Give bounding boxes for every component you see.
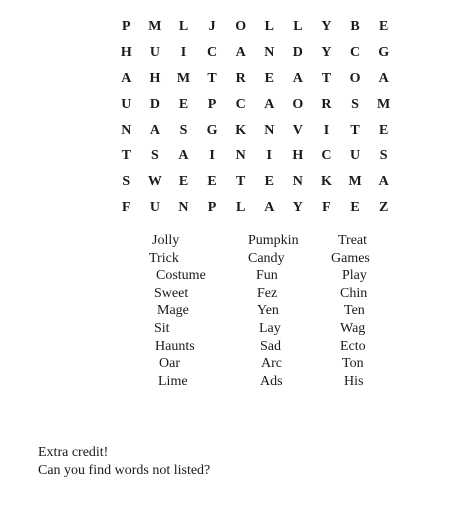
grid-letter: B xyxy=(350,19,360,34)
extra-credit xyxy=(38,444,210,480)
grid-letter: H xyxy=(120,44,132,60)
word-item: Trick xyxy=(149,250,179,266)
grid-letter: L xyxy=(264,19,274,34)
word-item: Mage xyxy=(157,303,189,319)
word-item: Lime xyxy=(158,373,188,389)
grid-letter: T xyxy=(121,148,131,164)
grid-letter: C xyxy=(321,148,332,164)
word-item: Ton xyxy=(342,356,364,372)
word-item: Fun xyxy=(256,268,278,284)
word-item: Ten xyxy=(344,303,365,319)
word-item: Fez xyxy=(257,285,278,301)
word-item: Yen xyxy=(257,303,279,319)
grid-letter: S xyxy=(122,174,131,190)
grid-letter: C xyxy=(235,96,246,112)
grid-letter: T xyxy=(321,70,332,86)
grid-letter: N xyxy=(264,44,275,60)
grid-letter: E xyxy=(378,19,389,34)
grid-letter: Y xyxy=(321,44,332,60)
grid-letter: K xyxy=(235,122,247,138)
grid-letter: A xyxy=(235,44,246,60)
grid-letter: F xyxy=(322,200,331,216)
word-item: Ads xyxy=(260,373,283,389)
grid-letter: R xyxy=(235,70,246,86)
grid-letter: T xyxy=(350,122,360,138)
grid-letter: H xyxy=(149,70,161,86)
word-item: His xyxy=(344,373,364,389)
grid-letter: C xyxy=(207,44,218,60)
word-item: Chin xyxy=(340,285,368,301)
grid-letter: Y xyxy=(321,19,332,34)
grid-letter: Z xyxy=(378,200,389,216)
grid-letter: F xyxy=(122,200,131,216)
grid-letter: O xyxy=(349,70,361,86)
word-item: Jolly xyxy=(152,233,180,248)
grid-letter: E xyxy=(350,200,360,216)
grid-letter: A xyxy=(378,174,389,190)
grid-letter: I xyxy=(323,122,330,138)
word-item: Wag xyxy=(340,320,366,336)
grid-letter: E xyxy=(207,174,217,190)
extra-credit-title: Extra credit! xyxy=(38,445,109,460)
grid-letter: N xyxy=(235,148,246,164)
word-item: Oar xyxy=(159,356,180,372)
grid-letter: E xyxy=(178,96,189,112)
grid-letter: E xyxy=(264,70,274,86)
word-item: Lay xyxy=(259,320,281,336)
grid-letter: U xyxy=(121,96,132,112)
grid-letter: P xyxy=(207,96,217,112)
grid-letter: S xyxy=(351,96,359,112)
grid-letter: T xyxy=(236,174,246,190)
grid-letter: W xyxy=(147,174,162,190)
grid-letter: Y xyxy=(292,200,303,216)
grid-letter: R xyxy=(321,96,332,112)
grid-letter: C xyxy=(349,44,361,60)
grid-letter: A xyxy=(178,148,189,164)
word-item: Play xyxy=(342,268,367,284)
word-item: Candy xyxy=(248,250,285,266)
grid-letter: M xyxy=(348,174,362,190)
grid-letter: G xyxy=(206,122,218,138)
word-item: Games xyxy=(331,250,370,266)
grid-letter: N xyxy=(121,122,132,138)
grid-letter: K xyxy=(321,174,332,190)
grid-letter: N xyxy=(178,200,189,216)
grid-letter: S xyxy=(379,148,388,164)
grid-letter: I xyxy=(209,148,215,164)
grid-letter: O xyxy=(292,96,304,112)
grid-letter: J xyxy=(208,19,216,34)
grid-letter: T xyxy=(207,70,217,86)
grid-letter: E xyxy=(378,122,389,138)
grid-letter: S xyxy=(179,122,188,138)
word-item: Sit xyxy=(154,320,170,336)
word-item: Treat xyxy=(338,233,368,248)
grid-letter: S xyxy=(150,148,159,164)
grid-letter: M xyxy=(148,19,162,34)
grid-letter: E xyxy=(178,174,189,190)
grid-letter: E xyxy=(264,174,274,190)
grid-letter: U xyxy=(149,44,160,60)
grid-letter: H xyxy=(292,148,304,164)
word-item: Arc xyxy=(261,356,282,372)
word-item: Sweet xyxy=(154,285,189,301)
word-item: Sad xyxy=(260,338,281,354)
grid-letter: A xyxy=(264,200,275,216)
grid-letter: L xyxy=(178,19,189,34)
grid-letter: A xyxy=(264,96,275,112)
grid-letter: V xyxy=(292,122,303,138)
grid-letter: A xyxy=(292,70,303,86)
grid-letter: A xyxy=(149,122,160,138)
grid-letter: U xyxy=(149,200,160,216)
grid-letter: L xyxy=(293,19,303,34)
letter-grid xyxy=(112,14,398,221)
grid-letter: N xyxy=(264,122,275,138)
grid-letter: G xyxy=(378,44,390,60)
grid-letter: P xyxy=(207,200,217,216)
grid-letter: M xyxy=(377,96,391,112)
word-item: Ecto xyxy=(340,338,366,354)
word-item: Haunts xyxy=(155,338,195,354)
grid-letter: I xyxy=(266,148,272,164)
grid-letter: A xyxy=(121,70,132,86)
grid-letter: U xyxy=(349,148,361,164)
grid-letter: D xyxy=(149,96,160,112)
extra-credit-question: Can you find words not listed? xyxy=(38,463,211,478)
word-item: Costume xyxy=(156,268,206,284)
grid-letter: N xyxy=(292,174,303,190)
grid-letter: I xyxy=(180,44,187,60)
grid-letter: A xyxy=(378,70,389,86)
grid-letter: D xyxy=(292,44,303,60)
grid-letter: M xyxy=(176,70,191,86)
grid-letter: O xyxy=(235,19,247,34)
grid-letter: P xyxy=(122,19,131,34)
word-item: Pumpkin xyxy=(248,233,299,248)
grid-letter: L xyxy=(236,200,246,216)
